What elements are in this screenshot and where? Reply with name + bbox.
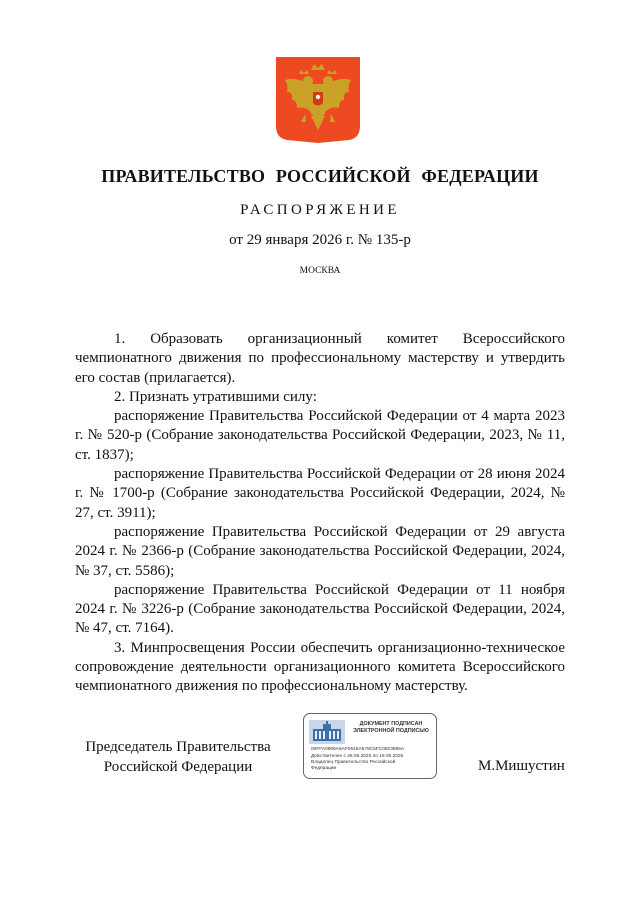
document-body (75, 330, 565, 697)
stamp-header (348, 721, 434, 735)
paragraph-repealed-1: распоряжение Правительства Российской Федерации от 4 марта 2023 г. № 520-р (Собрание законодательства Российской Федерации, 2023, № 11, ст. 1837); (75, 408, 565, 463)
paragraph-repealed-3: распоряжение Правительства Российской Федерации от 29 августа 2024 г. № 2366-р (Собрание законодательства Российской Федерации, 2024, № 37, ст. 5586); (75, 523, 565, 579)
paragraph-3: 3. Минпросвещения России обеспечить организационно-техническое сопровождение деятельности организационного комитета Всероссийского чемпионатного движения по профессиональному мастерству. (75, 639, 565, 695)
signatory-name: М.Мишустин (478, 758, 565, 774)
government-building-icon (309, 720, 345, 744)
stamp-header-line2: ЭЛЕКТРОННОЙ ПОДПИСЬЮ (353, 728, 429, 734)
signatory-position-line2: Российской Федерации (103, 758, 253, 775)
stamp-certificate: 00FFA0906A6AF0615A579C5FC0823885A (311, 747, 405, 752)
stamp-owner-line1: Владелец Правительство Российской (311, 760, 396, 765)
document-issuer-title: ПРАВИТЕЛЬСТВО РОССИЙСКОЙ ФЕДЕРАЦИИ (101, 166, 539, 186)
document-date-number: от 29 января 2026 г. № 135-р (229, 232, 411, 248)
document-city: МОСКВА (299, 266, 341, 276)
stamp-header-line1: ДОКУМЕНТ ПОДПИСАН (359, 721, 423, 727)
document-type: РАСПОРЯЖЕНИЕ (240, 202, 400, 218)
paragraph-1: 1. Образовать организационный комитет Всероссийского чемпионатного движения по профессиональному мастерству и утвердить его состав (прилагается). (75, 331, 565, 386)
stamp-owner-line2: Федерации (311, 766, 337, 771)
paragraph-repealed-4: распоряжение Правительства Российской Федерации от 11 ноября 2024 г. № 3226-р (Собрание законодательства Российской Федерации, 2024, № 47, ст. 7164). (75, 581, 565, 637)
paragraph-repealed-2: распоряжение Правительства Российской Федерации от 28 июня 2024 г. № 1700-р (Собрание законодательства Российской Федерации, 2024, № 27, ст. 3911); (75, 466, 565, 521)
coat-of-arms-emblem (275, 56, 361, 144)
paragraph-2: 2. Признать утратившими силу: (114, 388, 317, 405)
signatory-position-line1: Председатель Правительства (85, 739, 271, 755)
russian-coat-of-arms-icon (275, 56, 361, 144)
stamp-validity: Действителен с 26.06.2025 по 19.09.2026 (311, 754, 404, 759)
electronic-signature-stamp (303, 713, 437, 779)
signatory-position (78, 738, 278, 777)
